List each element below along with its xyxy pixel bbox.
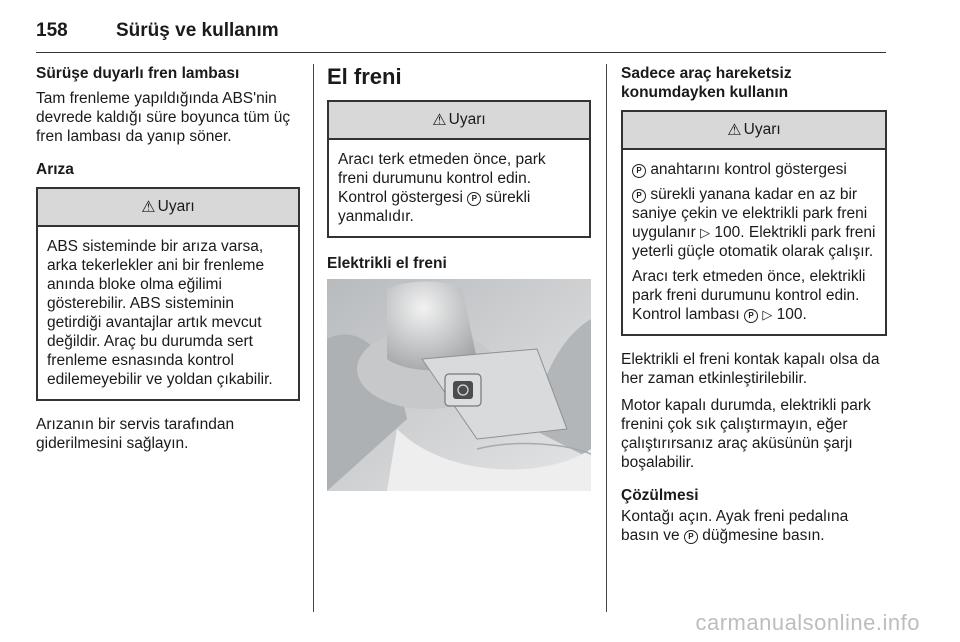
warning-icon: ⚠ (141, 199, 156, 216)
console-illustration (327, 279, 591, 491)
warning-header (623, 112, 885, 150)
warning-header (329, 102, 589, 140)
brake-light-paragraph: Tam frenleme yapıldığında ABS'nin devrede kaldığı süre boyunca tüm üç fren lambası da yanıp söner. (36, 90, 291, 145)
reference-arrow-icon: ▷ (762, 307, 773, 322)
warning-text-1: P anahtarını kontrol göstergesi (632, 160, 876, 179)
release-paragraph: Kontağı açın. Ayak freni pedalına basın ve P düğmesine basın. (621, 508, 849, 544)
warning-box-abs (36, 187, 300, 401)
chapter-title: Sürüş ve kullanım (116, 20, 279, 41)
electric-parking-brake-photo (327, 279, 591, 491)
warning-icon: ⚠ (432, 112, 447, 129)
warning-text-3: Aracı terk etmeden önce, elektrikli park freni durumunu kontrol edin. Kontrol lambası P ▷ 100. (632, 268, 866, 323)
page-header (36, 20, 886, 53)
warning-text-handbrake: Aracı terk etmeden önce, park freni durumunu kontrol edin. Kontrol göstergesi P sürekli yanmalıdır. (338, 151, 546, 225)
electric-brake-paragraph-2: Motor kapalı durumda, elektrikli park frenini çok sık çalıştırmayın, eğer çalıştırırsanız araç aküsünün şarjı boşalabilir. (621, 397, 871, 471)
warning-title: Uyarı (157, 198, 195, 215)
parking-brake-icon: P (744, 309, 758, 323)
section-heading-electric-handbrake: Elektrikli el freni (327, 255, 447, 272)
warning-text-abs: ABS sisteminde bir arıza varsa, arka tekerlekler ani bir frenleme anında bloke olma eğilimi gösterebilir. ABS sisteminin getirdiği avantajlar artık mevcut değildir. Araç bu durumda sert frenleme esnasında kontrol edilemeyebilir ve yoldan çıkabilir. (47, 238, 273, 388)
column-left (36, 64, 300, 461)
warning-text-2: P sürekli yanana kadar en az bir saniye çekin ve elektrikli park freni uygulanır ▷ 100. Elektrikli park freni yeterli güçle otomatik olarak çalışır. (632, 186, 876, 260)
column-divider-2 (606, 64, 607, 612)
fault-paragraph: Arızanın bir servis tarafından giderilmesini sağlayın. (36, 416, 235, 452)
column-middle (327, 64, 591, 491)
warning-box-handbrake (327, 100, 591, 238)
watermark: carmanualsonline.info (695, 610, 920, 635)
section-heading-use-stationary: Sadece araç hareketsiz konumdayken kullanın (621, 65, 792, 101)
warning-title: Uyarı (743, 121, 781, 138)
parking-brake-icon: P (467, 192, 481, 206)
column-divider-1 (313, 64, 314, 612)
warning-title: Uyarı (448, 111, 486, 128)
section-heading-handbrake: El freni (327, 64, 402, 89)
parking-brake-icon: P (684, 530, 698, 544)
section-heading-fault: Arıza (36, 161, 74, 178)
section-heading-brake-light: Sürüşe duyarlı fren lambası (36, 65, 240, 82)
column-right (621, 64, 887, 553)
warning-header (38, 189, 298, 227)
page-number: 158 (36, 20, 68, 41)
warning-icon: ⚠ (727, 122, 742, 139)
warning-box-electric-brake (621, 110, 887, 336)
parking-brake-icon: P (632, 189, 646, 203)
electric-brake-paragraph-1: Elektrikli el freni kontak kapalı olsa da her zaman etkinleştirilebilir. (621, 351, 880, 387)
reference-arrow-icon: ▷ (700, 225, 711, 240)
section-heading-release: Çözülmesi (621, 487, 699, 504)
parking-brake-icon: P (632, 164, 646, 178)
